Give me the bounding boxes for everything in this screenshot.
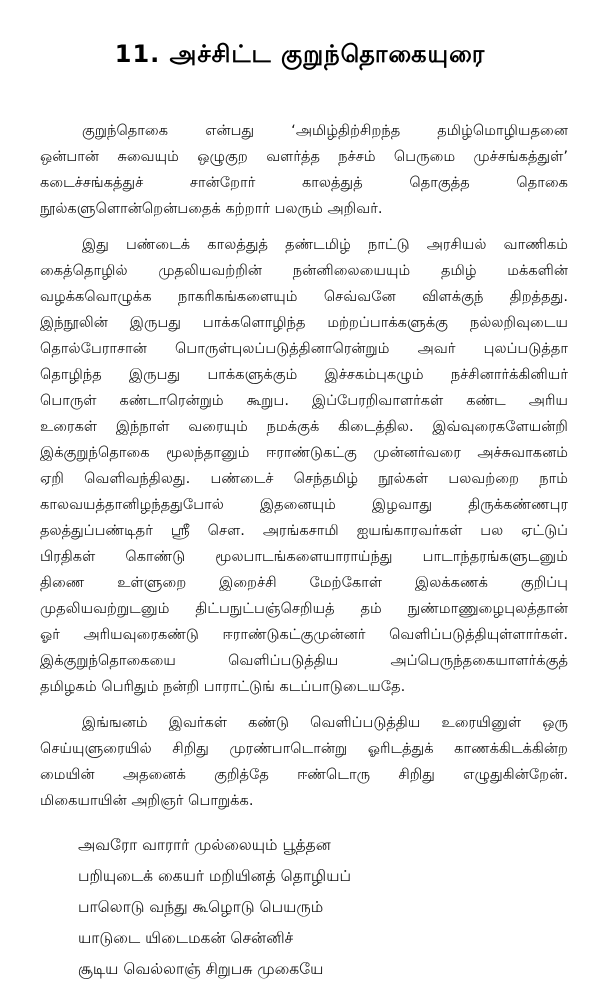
- verse-line: பறியுடைக் கையர் மறியினத் தொழியப்: [78, 867, 352, 885]
- text-line: கைத்தொழில் முதலியவற்றின் நன்னிலையையும் தமிழ் மக்களின்: [40, 262, 568, 279]
- text-line: ஏறி வெளிவந்திலது. பண்டைச் செந்தமிழ் நூல்கள் பலவற்றை நாம்: [40, 470, 568, 487]
- verse-line: பாலொடு வந்து கூழொடு பெயரும்: [78, 898, 324, 916]
- text-line: மிகையாயின் அறிஞர் பொறுக்க.: [40, 792, 254, 809]
- text-line: கடைச்சங்கத்துச் சான்றோர் காலத்துத் தொகுத்த தொகை: [40, 174, 568, 191]
- text-line: இக்குறுந்தொகையை வெளிப்படுத்திய அப்பெருந்தகையாளர்க்குத்: [40, 652, 568, 669]
- text-line: குறுந்தொகை என்பது ‘அமிழ்திற்சிறந்த தமிழ்மொழியதனை: [82, 122, 568, 139]
- text-line: மையின் அதனைக் குறித்தே ஈண்டொரு சிறிது எழுதுகின்றேன்.: [40, 766, 568, 783]
- text-line: இக்குறுந்தொகை மூலந்தானும் ஈராண்டுகட்கு முன்னர்வரை அச்சுவாகனம்: [40, 444, 568, 461]
- text-line: பிரதிகள் கொண்டு மூலபாடங்களையாராய்ந்து பாடாந்தரங்களுடனும்: [40, 548, 568, 565]
- verse-line: யாடுடை யிடைமகன் சென்னிச்: [78, 929, 294, 947]
- text-line: முதலியவற்றுடனும் திட்பநுட்பஞ்செறியத் தம் நுண்மாணுழைபுலத்தான்: [40, 600, 568, 617]
- text-line: செய்யுளுரையில் சிறிது முரண்பாடொன்று ஓரிடத்துக் காணக்கிடக்கின்ற: [40, 740, 568, 757]
- text-line: பொருள் கண்டாரென்றும் கூறுப. இப்பேரறிவாளர்கள் கண்ட அரிய: [40, 392, 568, 409]
- text-line: வழக்கவொழுக்க நாகரிகங்களையும் செவ்வனே விளக்குந் திறத்தது.: [40, 288, 568, 305]
- text-line: திணை உள்ளுறை இறைச்சி மேற்கோள் இலக்கணக் குறிப்பு: [40, 574, 568, 591]
- text-line: இந்நூலின் இருபது பாக்களொழிந்த மற்றப்பாக்களுக்கு நல்லறிவுடைய: [40, 314, 568, 331]
- paragraph-3: [40, 710, 568, 814]
- text-line: உரைகள் இந்நாள் வரையும் நமக்குக் கிடைத்தில. இவ்வுரைகளேயன்றி: [40, 418, 568, 435]
- verse-quotation: [78, 830, 498, 985]
- text-line: இது பண்டைக் காலத்துத் தண்டமிழ் நாட்டு அரசியல் வாணிகம்: [82, 236, 568, 253]
- text-line: தொழிந்த இருபது பாக்களுக்கும் இச்சகம்புகழும் நச்சினார்க்கினியர்: [40, 366, 568, 383]
- paragraph-1: [40, 118, 568, 222]
- verse-line: அவரோ வாரார் முல்லையும் பூத்தன: [78, 836, 331, 854]
- verse-line: சூடிய வெல்லாஞ் சிறுபசு முகையே: [78, 960, 324, 978]
- body-text: [40, 118, 568, 824]
- text-line: ஓர் அரியவுரைகண்டு ஈராண்டுகட்குமுன்னர் வெளிப்படுத்தியுள்ளார்கள்.: [40, 626, 568, 643]
- text-line: ஒன்பான் சுவையும் ஒழுகுற வளர்த்த நச்சம் பெருமை முச்சங்கத்துள்’: [40, 148, 568, 165]
- text-line: தலத்துப்பண்டிதர் ஸ்ரீ செள. அரங்கசாமி ஐயங்காரவர்கள் பல ஏட்டுப்: [40, 522, 568, 539]
- text-line: நூல்களுளொன்றென்பதைக் கற்றார் பலரும் அறிவர்.: [40, 200, 383, 217]
- paragraph-2: [40, 232, 568, 700]
- text-line: தொல்பேராசான் பொருள்புலப்படுத்தினாரென்றும் அவர் புலப்படுத்தா: [40, 340, 568, 357]
- chapter-title: 11. அச்சிட்ட குறுந்தொகையுரை: [114, 40, 486, 68]
- text-line: இங்ஙனம் இவர்கள் கண்டு வெளிப்படுத்திய உரையினுள் ஒரு: [82, 714, 568, 731]
- text-line: தமிழகம் பெரிதும் நன்றி பாராட்டுங் கடப்பாடுடையதே.: [40, 678, 406, 695]
- text-line: காலவயத்தானிழந்ததுபோல் இதனையும் இழவாது திருக்கண்ணபுர: [40, 496, 568, 513]
